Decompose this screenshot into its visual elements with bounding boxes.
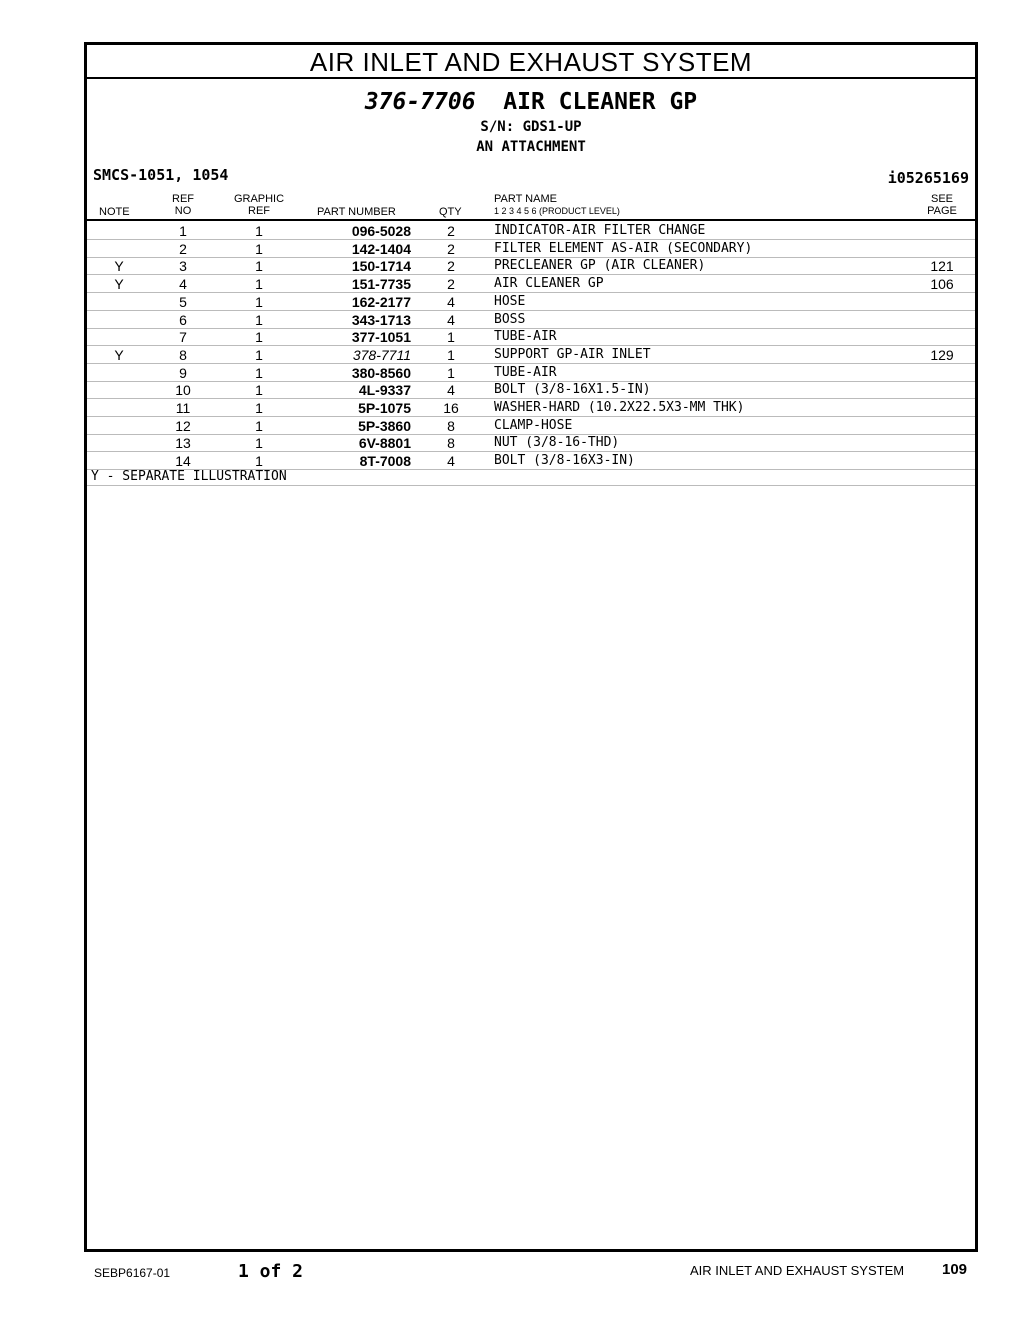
part-name-cell: SUPPORT GP-AIR INLET xyxy=(494,346,651,362)
qty-cell: 2 xyxy=(447,276,455,293)
part-name-cell: HOSE xyxy=(494,293,526,309)
part-name-cell: TUBE-AIR xyxy=(494,329,557,345)
system-title: AIR INLET AND EXHAUST SYSTEM xyxy=(87,45,975,79)
ref-cell: 14 xyxy=(175,453,191,470)
part-name-cell: TUBE-AIR xyxy=(494,364,557,380)
graphic-ref-cell: 1 xyxy=(255,435,263,452)
table-row xyxy=(87,345,975,364)
graphic-ref-cell: 1 xyxy=(255,311,263,328)
group-title xyxy=(87,89,975,115)
header-graphic-bottom: REF xyxy=(248,205,270,217)
qty-cell: 8 xyxy=(447,435,455,452)
ref-cell: 7 xyxy=(179,329,187,346)
part-number-cell: 162-2177 xyxy=(351,293,411,310)
table-row xyxy=(87,416,975,435)
header-ref-top: REF xyxy=(172,193,194,205)
part-number-cell: 096-5028 xyxy=(351,223,411,239)
note-cell: Y xyxy=(114,258,124,275)
header-graphic-top: GRAPHIC xyxy=(233,193,285,205)
part-name-cell: CLAMP-HOSE xyxy=(494,417,573,433)
qty-cell: 2 xyxy=(447,240,455,257)
table-row xyxy=(87,310,975,329)
part-number-cell: 5P-1075 xyxy=(358,400,411,416)
graphic-ref-cell: 1 xyxy=(255,453,263,470)
header-note: NOTE xyxy=(99,206,130,218)
header-ref xyxy=(171,193,195,217)
see-page-cell: 121 xyxy=(930,258,954,275)
part-name-cell: INDICATOR-AIR FILTER CHANGE xyxy=(494,223,706,238)
header-part-name xyxy=(494,193,620,217)
page-number: 109 xyxy=(942,1261,968,1278)
part-name-cell: NUT (3/8-16-THD) xyxy=(494,435,620,451)
part-name-cell: PRECLEANER GP (AIR CLEANER) xyxy=(494,258,706,274)
header-graphic-ref xyxy=(229,193,289,217)
qty-cell: 1 xyxy=(447,364,455,381)
note-cell: Y xyxy=(114,276,124,293)
graphic-ref-cell: 1 xyxy=(255,417,263,434)
qty-cell: 4 xyxy=(447,311,455,328)
part-number-cell: 5P-3860 xyxy=(358,417,411,434)
table-row xyxy=(87,433,975,452)
footnote: Y - SEPARATE ILLUSTRATION xyxy=(91,469,287,484)
header-part-name-label: PART NAME xyxy=(494,193,557,205)
part-number-cell: 380-8560 xyxy=(351,364,411,381)
header-product-levels: 1 2 3 4 5 6 (PRODUCT LEVEL) xyxy=(494,206,620,216)
ref-cell: 9 xyxy=(179,364,187,381)
qty-cell: 2 xyxy=(447,258,455,275)
table-row xyxy=(87,221,975,240)
part-number-cell: 343-1713 xyxy=(351,311,411,328)
graphic-ref-cell: 1 xyxy=(255,258,263,275)
page-frame xyxy=(84,42,978,1252)
see-page-cell: 129 xyxy=(930,346,954,363)
illustration-id: i05265169 xyxy=(887,169,969,187)
ref-cell: 1 xyxy=(179,223,187,239)
table-row xyxy=(87,292,975,311)
part-number-cell: 377-1051 xyxy=(351,329,411,346)
ref-cell: 10 xyxy=(175,382,191,399)
header-part-number: PART NUMBER xyxy=(317,206,396,218)
ref-cell: 12 xyxy=(175,417,191,434)
part-number-cell: 8T-7008 xyxy=(359,453,411,470)
ref-cell: 2 xyxy=(179,240,187,257)
page-of: 1 of 2 xyxy=(238,1261,304,1282)
graphic-ref-cell: 1 xyxy=(255,223,263,239)
ref-cell: 5 xyxy=(179,293,187,310)
header-see-top: SEE xyxy=(930,193,953,205)
qty-cell: 1 xyxy=(447,346,455,363)
ref-cell: 11 xyxy=(175,400,191,416)
smcs-code: SMCS-1051, 1054 xyxy=(93,166,229,184)
ref-cell: 8 xyxy=(179,346,187,363)
header-qty: QTY xyxy=(439,206,462,218)
ref-cell: 13 xyxy=(175,435,191,452)
part-number-cell: 378-7711 xyxy=(352,346,411,363)
note-cell: Y xyxy=(114,346,124,363)
part-number-cell: 142-1404 xyxy=(351,240,411,257)
graphic-ref-cell: 1 xyxy=(255,329,263,346)
table-row xyxy=(87,380,975,399)
ref-cell: 3 xyxy=(179,258,187,275)
header-ref-bottom: NO xyxy=(174,205,192,217)
table-row xyxy=(87,239,975,258)
group-name: AIR CLEANER GP xyxy=(503,89,698,115)
see-page-cell: 106 xyxy=(930,276,954,293)
table-row xyxy=(87,327,975,346)
part-number-cell: 6V-8801 xyxy=(358,435,411,452)
qty-cell: 16 xyxy=(443,400,459,416)
header-see-bottom: PAGE xyxy=(927,205,957,217)
table-row xyxy=(87,451,975,470)
qty-cell: 2 xyxy=(447,223,455,239)
footnote-rule xyxy=(87,485,975,486)
qty-cell: 4 xyxy=(447,382,455,399)
qty-cell: 8 xyxy=(447,417,455,434)
header-see-page xyxy=(919,193,965,217)
part-number-cell: 4L-9337 xyxy=(358,382,411,399)
footer-section: AIR INLET AND EXHAUST SYSTEM xyxy=(690,1263,905,1278)
qty-cell: 1 xyxy=(447,329,455,346)
graphic-ref-cell: 1 xyxy=(255,346,263,363)
graphic-ref-cell: 1 xyxy=(255,364,263,381)
graphic-ref-cell: 1 xyxy=(255,293,263,310)
table-row xyxy=(87,256,975,275)
part-name-cell: BOSS xyxy=(494,311,526,327)
group-part-number: 376-7706 xyxy=(364,89,476,115)
part-name-cell: BOLT (3/8-16X1.5-IN) xyxy=(494,382,651,398)
part-name-cell: WASHER-HARD (10.2X22.5X3-MM THK) xyxy=(494,400,745,415)
qty-cell: 4 xyxy=(447,453,455,470)
graphic-ref-cell: 1 xyxy=(255,400,263,416)
attachment-note: AN ATTACHMENT xyxy=(476,139,586,155)
table-row xyxy=(87,274,975,293)
part-number-cell: 151-7735 xyxy=(351,276,411,293)
publication-number: SEBP6167-01 xyxy=(94,1266,171,1280)
part-name-cell: BOLT (3/8-16X3-IN) xyxy=(494,453,635,469)
ref-cell: 4 xyxy=(179,276,187,293)
graphic-ref-cell: 1 xyxy=(255,382,263,399)
graphic-ref-cell: 1 xyxy=(255,276,263,293)
table-row xyxy=(87,363,975,382)
part-name-cell: FILTER ELEMENT AS-AIR (SECONDARY) xyxy=(494,240,753,256)
qty-cell: 4 xyxy=(447,293,455,310)
part-number-cell: 150-1714 xyxy=(351,258,411,275)
serial-range: S/N: GDS1-UP xyxy=(480,119,582,135)
part-name-cell: AIR CLEANER GP xyxy=(494,276,604,292)
graphic-ref-cell: 1 xyxy=(255,240,263,257)
ref-cell: 6 xyxy=(179,311,187,328)
table-row xyxy=(87,398,975,417)
